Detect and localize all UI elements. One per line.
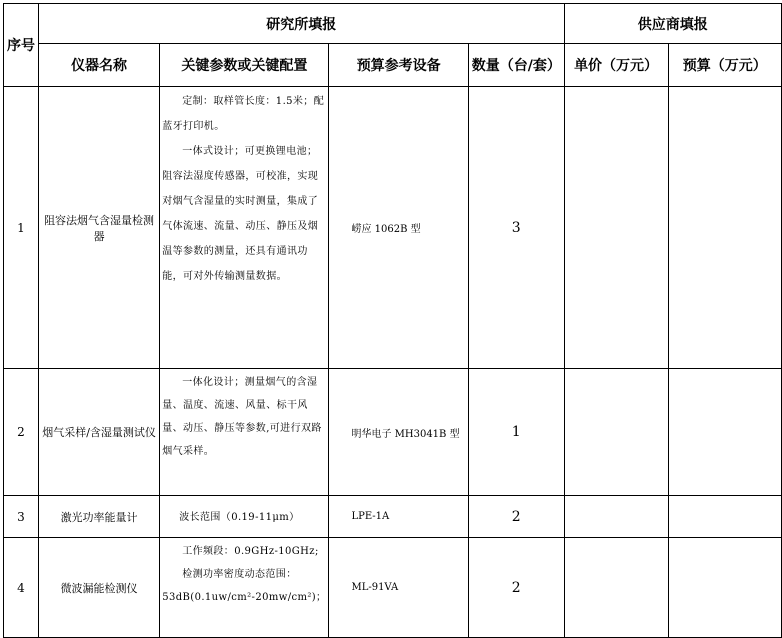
row-quantity: 1 bbox=[468, 369, 564, 496]
row-budget bbox=[668, 496, 781, 538]
procurement-table bbox=[3, 3, 782, 638]
table-row bbox=[4, 369, 782, 496]
row-quantity: 2 bbox=[468, 496, 564, 538]
row-instrument-name: 烟气采样/含湿量测试仪 bbox=[38, 369, 159, 496]
row-budget bbox=[668, 369, 781, 496]
row-key-params bbox=[160, 369, 329, 496]
row-reference-device: 崂应 1062B 型 bbox=[329, 87, 468, 369]
row-reference-device: 明华电子 MH3041B 型 bbox=[329, 369, 468, 496]
row-unit-price bbox=[564, 369, 668, 496]
row-seq: 2 bbox=[4, 369, 39, 496]
row-seq: 3 bbox=[4, 496, 39, 538]
table-row bbox=[4, 87, 782, 369]
header-supplier: 供应商填报 bbox=[564, 4, 781, 44]
row-instrument-name: 微波漏能检测仪 bbox=[38, 538, 159, 638]
row-unit-price bbox=[564, 87, 668, 369]
header-institute: 研究所填报 bbox=[38, 4, 564, 44]
row-instrument-name: 激光功率能量计 bbox=[38, 496, 159, 538]
header-seq: 序号 bbox=[4, 4, 39, 87]
param-line: 一体式设计；可更换锂电池；阻容法湿度传感器，可校准，实现对烟气含湿量的实时测量，集成了气体流速、流量、动压、静压及烟温等参数的测量，还具有通讯功能，可对外传输测量数据。 bbox=[162, 146, 319, 282]
header-unit-price: 单价（万元） bbox=[564, 44, 668, 87]
table-row bbox=[4, 496, 782, 538]
param-line: 波长范围（0.19-11μm） bbox=[179, 511, 300, 523]
header-reference-device: 预算参考设备 bbox=[329, 44, 468, 87]
param-line: 工作频段：0.9GHz-10GHz; bbox=[182, 546, 319, 557]
param-line: 定制：取样管长度：1.5米；配蓝牙打印机。 bbox=[162, 96, 325, 132]
row-quantity: 3 bbox=[468, 87, 564, 369]
row-instrument-name: 阻容法烟气含湿量检测器 bbox=[38, 87, 159, 369]
param-line: 一体化设计；测量烟气的含湿量、温度、流速、风量、标干风量、动压、静压等参数,可进行双路烟气采样。 bbox=[162, 377, 322, 457]
row-reference-device: LPE-1A bbox=[329, 496, 468, 538]
header-instrument-name: 仪器名称 bbox=[38, 44, 159, 87]
row-key-params bbox=[160, 87, 329, 369]
row-unit-price bbox=[564, 496, 668, 538]
row-seq: 1 bbox=[4, 87, 39, 369]
row-budget bbox=[668, 87, 781, 369]
row-reference-device: ML-91VA bbox=[329, 538, 468, 638]
row-key-params bbox=[160, 496, 329, 538]
row-seq: 4 bbox=[4, 538, 39, 638]
header-quantity: 数量（台/套） bbox=[468, 44, 564, 87]
header-budget: 预算（万元） bbox=[668, 44, 781, 87]
row-quantity: 2 bbox=[468, 538, 564, 638]
param-line: 检测功率密度动态范围：53dB(0.1uw/cm²-20mw/cm²)； bbox=[162, 569, 327, 603]
header-key-params: 关键参数或关键配置 bbox=[160, 44, 329, 87]
